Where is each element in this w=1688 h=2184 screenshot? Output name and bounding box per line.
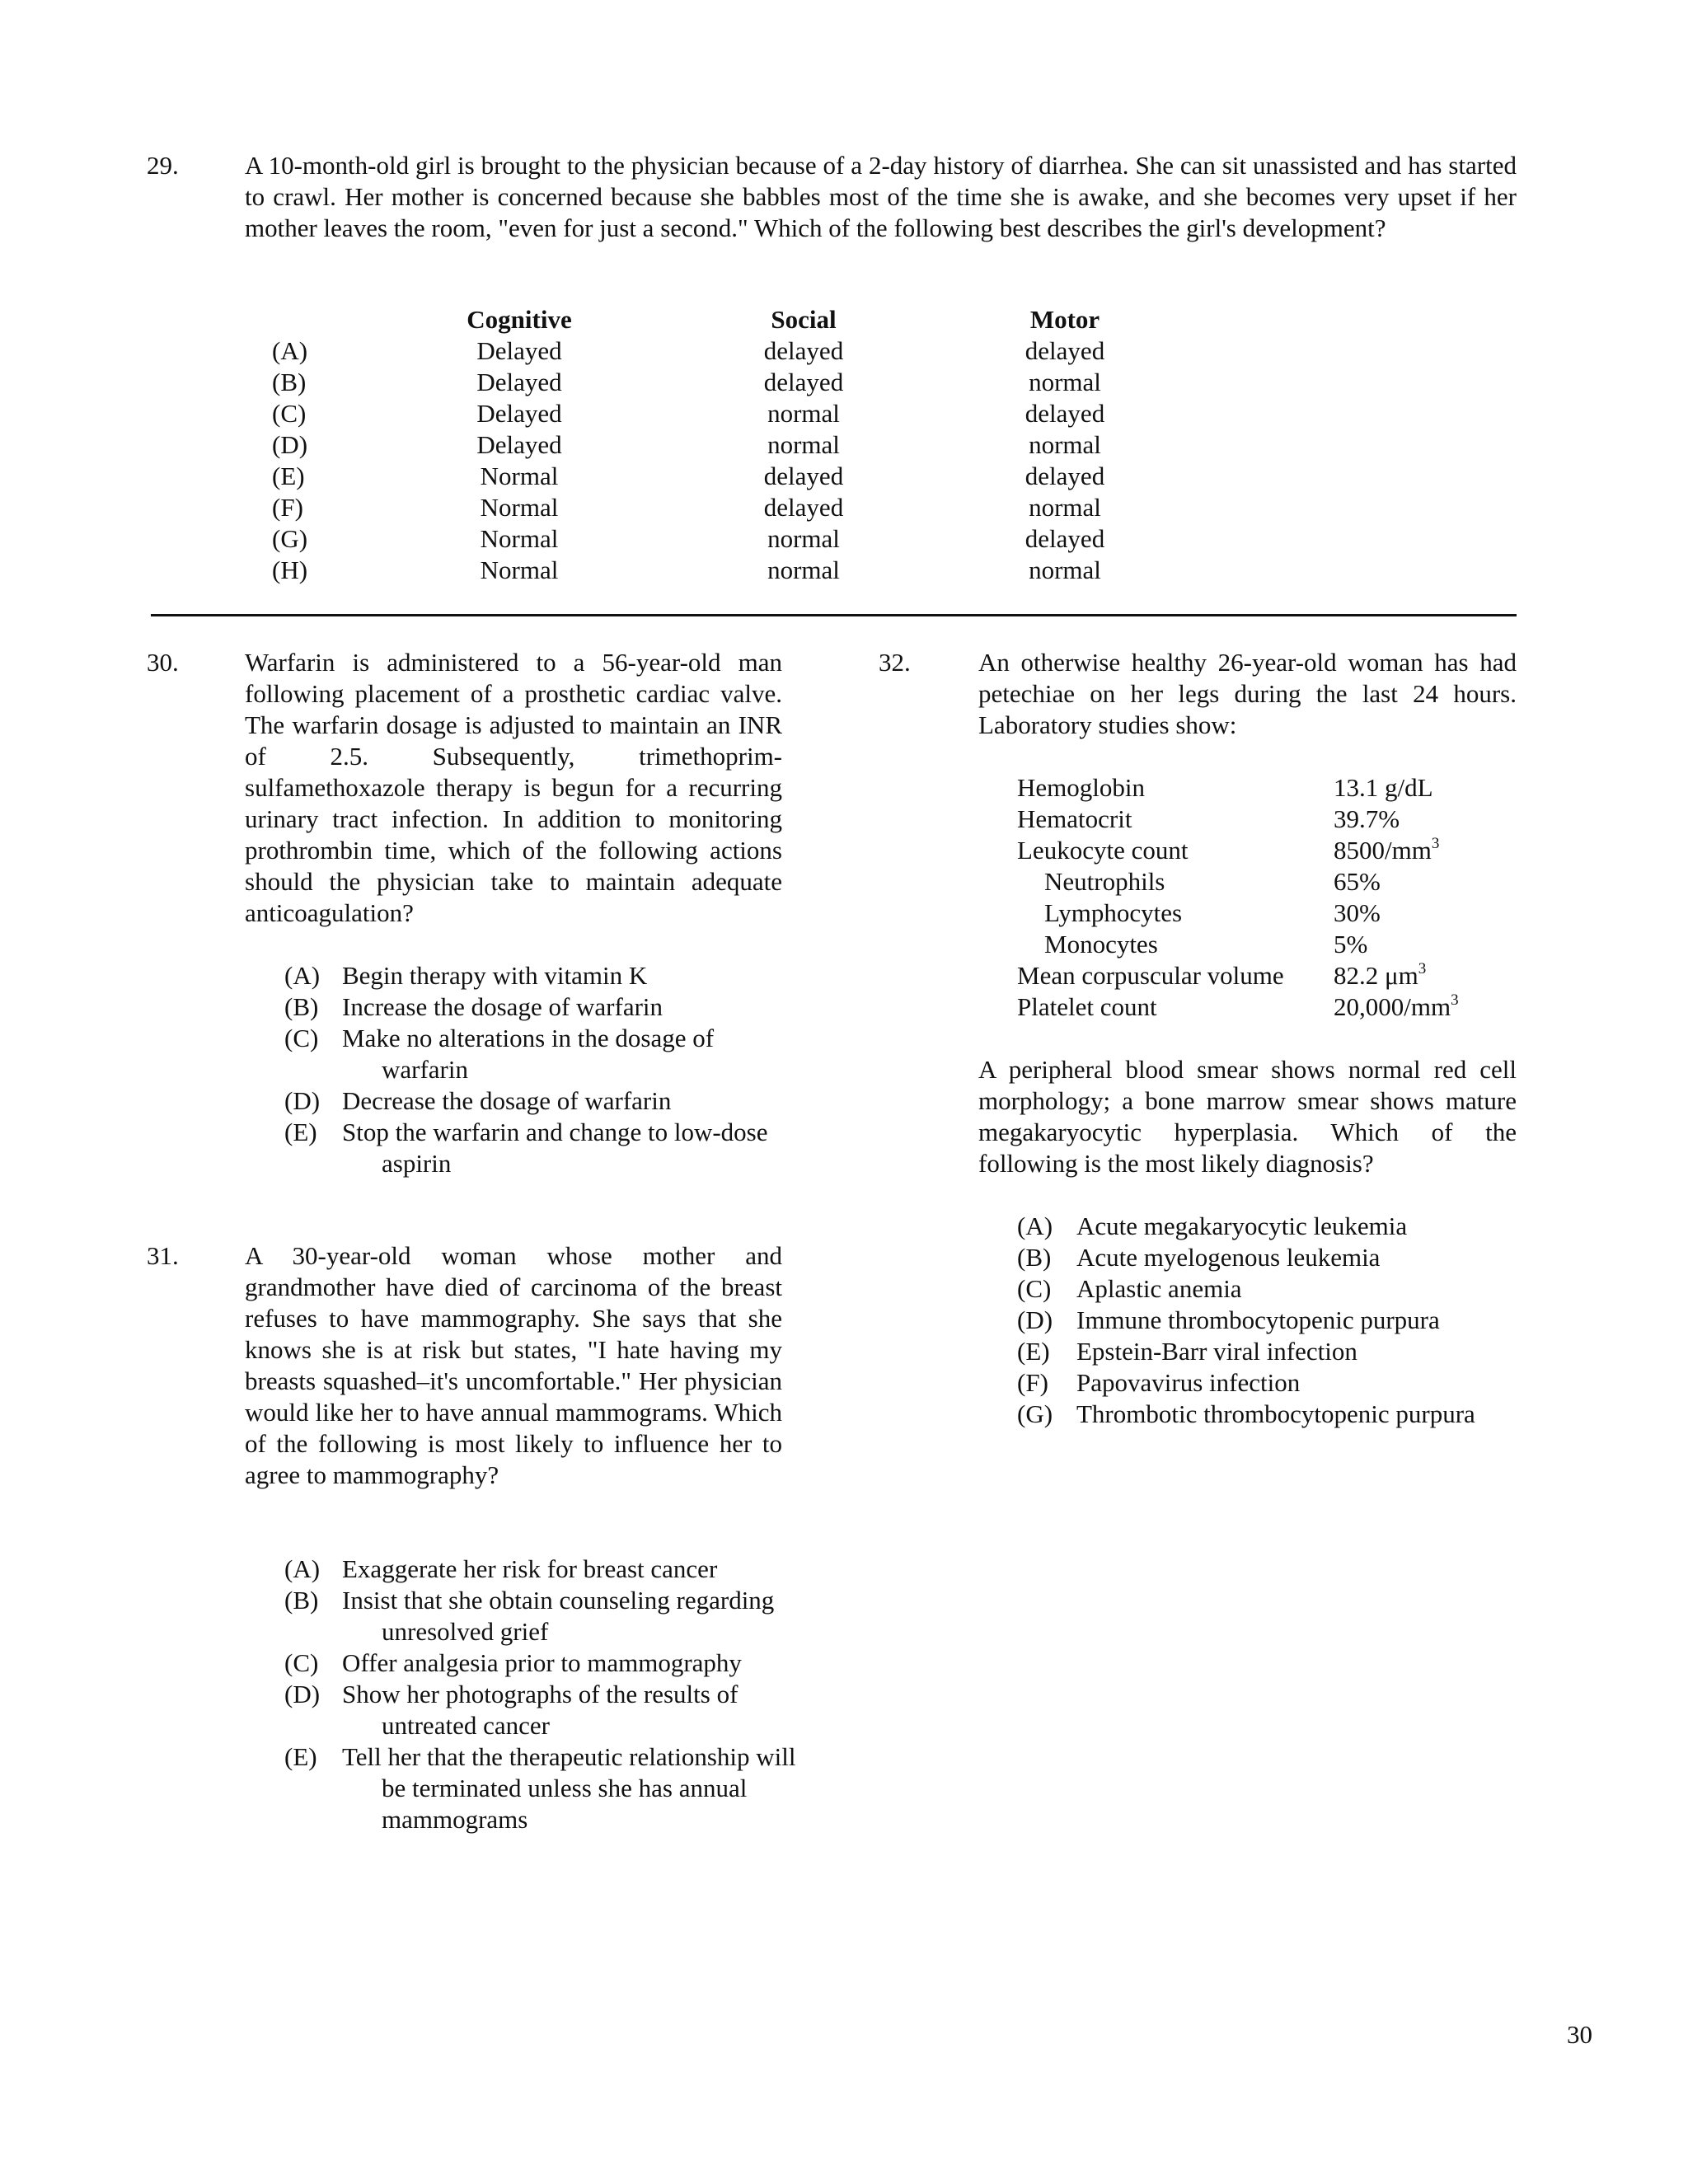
answer-social: normal xyxy=(767,524,840,553)
option-letter: (B) xyxy=(284,992,319,1021)
question-31-stem: A 30-year-old woman whose mother and grandmother have died of carcinoma of the breast refuses to have mammography. She says that she knows she is at risk but states, "I hate having my breasts squashed–it's uncomfortable." Her physician would like her to have annual mammograms. Which of the following is most likely to influence her to agree to mammography? xyxy=(245,1241,782,1489)
option-text: Make no alterations in the dosage of warfarin xyxy=(342,1024,715,1084)
lab-name: Mean corpuscular volume xyxy=(1017,961,1284,990)
lab-value xyxy=(1334,804,1400,835)
lab-value-exponent: 3 xyxy=(1451,991,1459,1009)
option-letter: (D) xyxy=(1017,1305,1053,1334)
lab-row xyxy=(1017,804,1528,835)
answer-cognitive: Normal xyxy=(480,555,559,584)
answer-option xyxy=(284,1117,795,1179)
answer-letter: (D) xyxy=(272,430,308,459)
option-letter: (G) xyxy=(1017,1399,1053,1428)
answer-cognitive: Delayed xyxy=(476,336,562,365)
answer-social: delayed xyxy=(763,462,844,490)
answer-motor: normal xyxy=(1029,368,1101,396)
option-text: Tell her that the therapeutic relationship will be terminated unless she has annual mammograms xyxy=(342,1742,796,1834)
lab-value-text: 82.2 μm xyxy=(1334,961,1418,990)
answer-row xyxy=(272,461,1179,492)
answer-row xyxy=(272,555,1179,586)
question-32-followup: A peripheral blood smear shows normal red cell morphology; a bone marrow smear shows mature megakaryocytic hyperplasia. Which of the following is the most likely diagnosis? xyxy=(978,1055,1517,1178)
option-text: Acute megakaryocytic leukemia xyxy=(1076,1212,1408,1240)
lab-value xyxy=(1334,772,1433,804)
option-letter: (A) xyxy=(1017,1212,1053,1240)
answer-motor: delayed xyxy=(1025,524,1105,553)
answer-option xyxy=(284,1647,812,1679)
answer-row xyxy=(272,398,1179,429)
answer-cognitive: Normal xyxy=(480,493,559,522)
answer-row xyxy=(272,367,1179,398)
answer-letter: (F) xyxy=(272,493,303,522)
question-31-number: 31. xyxy=(147,1241,179,1270)
lab-value xyxy=(1334,898,1381,929)
answer-motor: normal xyxy=(1029,493,1101,522)
answer-social: delayed xyxy=(763,336,844,365)
lab-name: Neutrophils xyxy=(1044,867,1165,896)
answer-row xyxy=(272,523,1179,555)
option-letter: (C) xyxy=(1017,1274,1052,1303)
answer-option xyxy=(1017,1242,1545,1273)
option-letter: (F) xyxy=(1017,1368,1048,1397)
option-text: Offer analgesia prior to mammography xyxy=(342,1648,742,1677)
answer-social: normal xyxy=(767,430,840,459)
lab-name: Monocytes xyxy=(1044,930,1158,958)
lab-name: Hematocrit xyxy=(1017,804,1132,833)
option-letter: (C) xyxy=(284,1648,319,1677)
question-29-answer-table xyxy=(272,304,1179,586)
lab-row xyxy=(1017,866,1528,898)
answer-motor: delayed xyxy=(1025,399,1105,428)
lab-value-exponent: 3 xyxy=(1418,959,1427,977)
answer-row xyxy=(272,429,1179,461)
lab-name: Platelet count xyxy=(1017,992,1157,1021)
option-letter: (C) xyxy=(284,1024,319,1052)
answer-social: normal xyxy=(767,399,840,428)
lab-value-text: 30% xyxy=(1334,898,1381,927)
lab-value xyxy=(1334,960,1426,991)
answer-option xyxy=(284,1679,812,1741)
lab-results-table xyxy=(1017,772,1528,1023)
answer-option xyxy=(1017,1336,1545,1367)
option-text: Exaggerate her risk for breast cancer xyxy=(342,1554,718,1583)
answer-option xyxy=(284,1023,795,1085)
lab-value xyxy=(1334,835,1439,866)
lab-row xyxy=(1017,772,1528,804)
page-number: 30 xyxy=(1567,2020,1592,2049)
answer-cognitive: Delayed xyxy=(476,430,562,459)
option-letter: (B) xyxy=(1017,1243,1052,1272)
option-letter: (D) xyxy=(284,1086,321,1115)
answer-motor: delayed xyxy=(1025,336,1105,365)
answer-social: delayed xyxy=(763,368,844,396)
lab-row xyxy=(1017,960,1528,991)
option-letter: (B) xyxy=(284,1586,319,1615)
lab-row xyxy=(1017,835,1528,866)
answer-row xyxy=(272,492,1179,523)
option-text: Begin therapy with vitamin K xyxy=(342,961,648,990)
answer-letter: (H) xyxy=(272,555,308,584)
lab-value-text: 13.1 g/dL xyxy=(1334,773,1433,802)
lab-value xyxy=(1334,866,1381,898)
lab-value-text: 65% xyxy=(1334,867,1381,896)
lab-value-text: 20,000/mm xyxy=(1334,992,1451,1021)
lab-value-text: 5% xyxy=(1334,930,1368,958)
lab-value xyxy=(1334,991,1459,1023)
answer-option xyxy=(284,1741,812,1835)
option-letter: (E) xyxy=(284,1742,317,1771)
answer-letter: (E) xyxy=(272,462,305,490)
question-29-stem: A 10-month-old girl is brought to the physician because of a 2-day history of diarrhea. She can sit unassisted and has started to crawl. Her mother is concerned because she babbles most of the time she is awake, and she becomes very upset if her mother leaves the room, "even for just a second." Which of the following best describes the girl's development? xyxy=(245,151,1517,242)
option-text: Increase the dosage of warfarin xyxy=(342,992,663,1021)
answer-motor: normal xyxy=(1029,555,1101,584)
header-motor: Motor xyxy=(1029,305,1100,334)
option-letter: (D) xyxy=(284,1680,321,1708)
answer-letter: (G) xyxy=(272,524,308,553)
lab-value-exponent: 3 xyxy=(1431,834,1440,852)
option-letter: (E) xyxy=(284,1118,317,1146)
answer-option xyxy=(1017,1211,1545,1242)
question-29-number: 29. xyxy=(147,151,179,180)
answer-cognitive: Normal xyxy=(480,524,559,553)
lab-value-text: 39.7% xyxy=(1334,804,1400,833)
option-text: Epstein-Barr viral infection xyxy=(1076,1337,1357,1366)
option-text: Immune thrombocytopenic purpura xyxy=(1076,1305,1440,1334)
option-text: Insist that she obtain counseling regarding unresolved grief xyxy=(342,1586,775,1646)
answer-cognitive: Normal xyxy=(480,462,559,490)
option-text: Aplastic anemia xyxy=(1076,1274,1242,1303)
option-text: Stop the warfarin and change to low-dose aspirin xyxy=(342,1118,768,1178)
option-letter: (A) xyxy=(284,1554,321,1583)
option-text: Decrease the dosage of warfarin xyxy=(342,1086,672,1115)
answer-option xyxy=(1017,1367,1545,1399)
answer-option xyxy=(1017,1305,1545,1336)
answer-letter: (B) xyxy=(272,368,307,396)
question-32-number: 32. xyxy=(879,648,911,677)
option-text: Papovavirus infection xyxy=(1076,1368,1301,1397)
lab-name: Leukocyte count xyxy=(1017,836,1189,865)
answer-option xyxy=(284,1554,812,1585)
question-30-stem: Warfarin is administered to a 56-year-old man following placement of a prosthetic cardiac valve. The warfarin dosage is adjusted to maintain an INR of 2.5. Subsequently, trimethoprim-sulfamethoxazole therapy is begun for a recurring urinary tract infection. In addition to monitoring prothrombin time, which of the following actions should the physician take to maintain adequate anticoagulation? xyxy=(245,648,782,927)
lab-value xyxy=(1334,929,1367,960)
header-cognitive: Cognitive xyxy=(467,305,572,334)
option-text: Thrombotic thrombocytopenic purpura xyxy=(1076,1399,1475,1428)
answer-motor: delayed xyxy=(1025,462,1105,490)
question-30-options xyxy=(284,960,795,1179)
answer-option xyxy=(284,1085,795,1117)
answer-motor: normal xyxy=(1029,430,1101,459)
lab-name: Hemoglobin xyxy=(1017,773,1145,802)
question-31-options xyxy=(284,1554,812,1835)
answer-option xyxy=(284,960,795,991)
header-social: Social xyxy=(771,305,837,334)
answer-row xyxy=(272,335,1179,367)
lab-row xyxy=(1017,929,1528,960)
answer-table-header xyxy=(272,304,1179,335)
answer-option xyxy=(1017,1273,1545,1305)
answer-cognitive: Delayed xyxy=(476,399,562,428)
answer-social: normal xyxy=(767,555,840,584)
option-letter: (A) xyxy=(284,961,321,990)
option-text: Show her photographs of the results of untreated cancer xyxy=(342,1680,738,1740)
answer-letter: (C) xyxy=(272,399,307,428)
answer-option xyxy=(284,991,795,1023)
lab-row xyxy=(1017,991,1528,1023)
answer-cognitive: Delayed xyxy=(476,368,562,396)
option-text: Acute myelogenous leukemia xyxy=(1076,1243,1381,1272)
question-32-stem: An otherwise healthy 26-year-old woman has had petechiae on her legs during the last 24 hours. Laboratory studies show: xyxy=(978,648,1517,739)
option-letter: (E) xyxy=(1017,1337,1050,1366)
section-divider xyxy=(151,614,1517,616)
lab-row xyxy=(1017,898,1528,929)
lab-name: Lymphocytes xyxy=(1044,898,1183,927)
answer-social: delayed xyxy=(763,493,844,522)
answer-option xyxy=(1017,1399,1545,1430)
question-32-options xyxy=(1017,1211,1545,1430)
answer-letter: (A) xyxy=(272,336,308,365)
answer-option xyxy=(284,1585,812,1647)
question-30-number: 30. xyxy=(147,648,179,677)
lab-value-text: 8500/mm xyxy=(1334,836,1432,865)
